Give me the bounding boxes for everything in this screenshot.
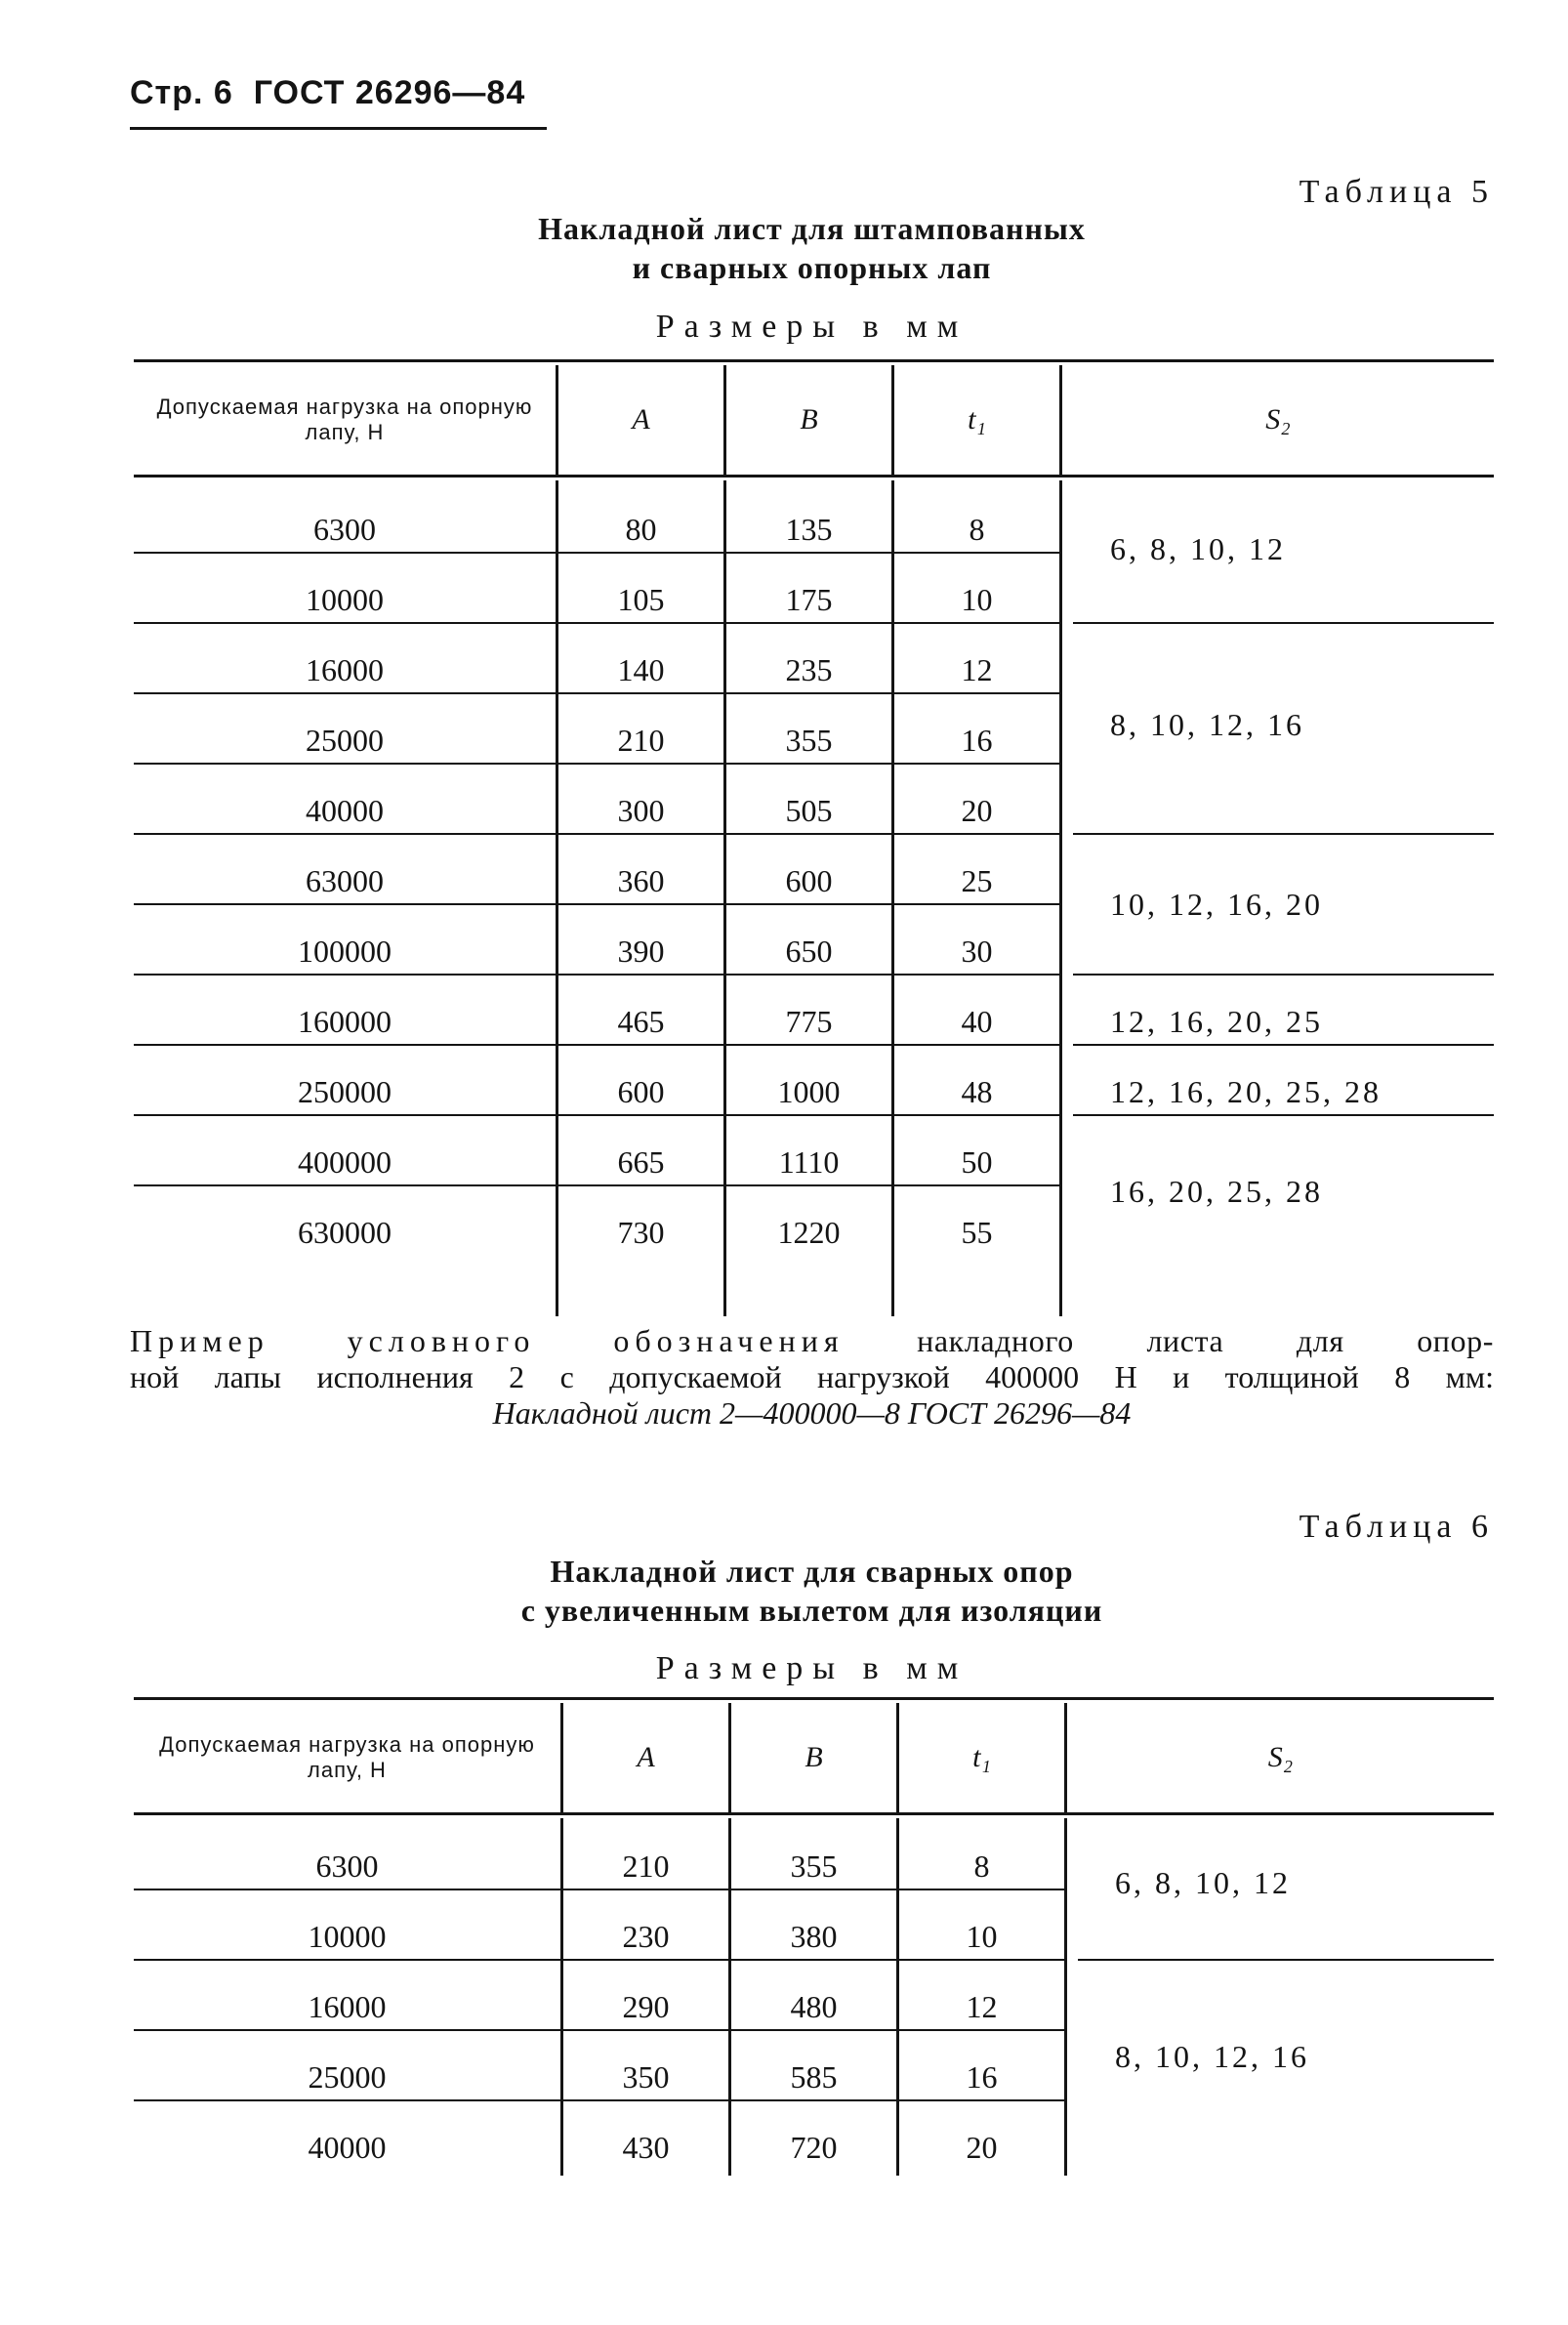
s-group-rule [1073,974,1494,976]
table6-title-line1: Накладной лист для сварных опор [550,1554,1074,1589]
table5-label: Таблица 5 [1299,174,1494,210]
example-line1-rest: накладного листа для опор- [917,1323,1494,1358]
table5-cell-b: 775 [785,1004,833,1039]
s-group-rule [1078,1959,1494,1961]
table5 [134,359,1494,1316]
table5-cell-t1: 10 [961,582,993,617]
table5-cell-t1: 16 [961,723,993,758]
table5-cell-a: 140 [617,652,665,687]
table5-s2-group: 16, 20, 25, 28 [1110,1174,1323,1209]
table5-s2-group: 10, 12, 16, 20 [1110,887,1323,922]
table5-s2-group: 12, 16, 20, 25, 28 [1110,1074,1382,1109]
table5-cell-a: 80 [625,512,657,547]
table5-title-line1: Накладной лист для штампованных [538,211,1086,246]
table6-cell-b: 585 [790,2059,838,2095]
example-designation-text: Накладной лист 2—400000—8 ГОСТ 26296—84 [492,1395,1132,1431]
table5-cell-a: 210 [617,723,665,758]
table5-cell-a: 465 [617,1004,665,1039]
table5-cell-load: 100000 [298,934,392,969]
table5-title-line2: и сварных опорных лап [632,250,992,285]
table5-cell-t1: 25 [961,863,993,898]
table5-cell-b: 505 [785,793,833,828]
table6-cell-b: 480 [790,1989,838,2024]
table5-cell-load: 630000 [298,1215,392,1250]
table6-header-s2: S₂ [1267,1741,1294,1773]
table5-cell-t1: 12 [961,652,993,687]
table6-top-rule [134,1697,1494,1700]
table5-cell-load: 25000 [306,723,384,758]
table5-top-rule [134,359,1494,362]
table5-s2-group: 12, 16, 20, 25 [1110,1004,1323,1039]
table6-cell-t1: 12 [966,1989,998,2024]
table5-cell-b: 600 [785,863,833,898]
table5-cell-b: 135 [785,512,833,547]
standard-number: ГОСТ 26296—84 [253,74,526,111]
table5-cell-load: 250000 [298,1074,392,1109]
table5-s2-group: 6, 8, 10, 12 [1110,531,1286,566]
table6-cell-load: 25000 [308,2059,387,2095]
table5-cell-load: 63000 [306,863,384,898]
table6-header-load: Допускаемая нагрузка на опорную лапу, Н [159,1732,535,1782]
table5-s2-group: 8, 10, 12, 16 [1110,707,1304,742]
table6-cell-b: 720 [790,2130,838,2165]
table5-cell-load: 160000 [298,1004,392,1039]
table6-cell-load: 10000 [308,1919,387,1954]
table5-cell-t1: 48 [961,1074,993,1109]
table6-cell-load: 16000 [308,1989,387,2024]
example-line2: ной лапы исполнения 2 с допускаемой нагрузкой 400000 Н и толщиной 8 мм: [130,1359,1494,1394]
table6-cell-a: 230 [622,1919,670,1954]
example-lead: Пример условного обозначения [130,1323,845,1358]
table5-units: Размеры в мм [655,309,969,345]
table6-cell-load: 40000 [308,2130,387,2165]
table6-cell-t1: 10 [966,1919,998,1954]
table6-cell-b: 355 [790,1848,838,1884]
table5-cell-t1: 50 [961,1144,993,1180]
s-group-rule [1073,833,1494,835]
table6 [134,1697,1494,2176]
table5-cell-a: 600 [617,1074,665,1109]
table6-title-line2: с увеличенным вылетом для изоляции [520,1593,1103,1628]
table5-cell-b: 355 [785,723,833,758]
table6-cell-load: 6300 [315,1848,379,1884]
table6-header-rule [134,1812,1494,1815]
table5-cell-b: 1000 [777,1074,841,1109]
page-header [130,74,525,112]
table5-cell-b: 175 [785,582,833,617]
table6-header-a: A [637,1741,655,1773]
table5-cell-t1: 55 [961,1215,993,1250]
table6-s2-group: 6, 8, 10, 12 [1115,1865,1291,1900]
table6-label: Таблица 6 [1299,1509,1494,1545]
table5-cell-b: 650 [785,934,833,969]
table5-header-a: A [632,403,650,436]
table6-cell-a: 290 [622,1989,670,2024]
table5-cell-load: 10000 [306,582,384,617]
example-line1 [130,1323,1494,1359]
table5-cell-load: 16000 [306,652,384,687]
table5-cell-load: 6300 [313,512,376,547]
table5-cell-t1: 40 [961,1004,993,1039]
table6-cell-a: 430 [622,2130,670,2165]
table6-cell-b: 380 [790,1919,838,1954]
table5-cell-t1: 30 [961,934,993,969]
table6-units: Размеры в мм [655,1650,969,1686]
table5-cell-a: 360 [617,863,665,898]
page-number: Стр. 6 [130,74,233,111]
table6-header-b: B [805,1741,823,1773]
table5-cell-b: 1110 [778,1144,840,1180]
table6-cell-a: 350 [622,2059,670,2095]
table6-cell-t1: 8 [973,1848,990,1884]
table6-header-t1: t₁ [972,1741,991,1773]
table6-s2-group: 8, 10, 12, 16 [1115,2039,1309,2074]
header-rule [130,127,547,130]
table6-cell-t1: 16 [966,2059,998,2095]
table5-header-s2: S₂ [1265,403,1291,436]
table5-header-rule [134,475,1494,477]
table5-cell-load: 400000 [298,1144,392,1180]
table5-cell-load: 40000 [306,793,384,828]
table5-cell-a: 105 [617,582,665,617]
table5-cell-a: 390 [617,934,665,969]
table5-cell-t1: 8 [969,512,985,547]
table5-header-t1: t₁ [968,403,986,436]
table5-cell-a: 730 [617,1215,665,1250]
table5-cell-t1: 20 [961,793,993,828]
table5-cell-b: 1220 [777,1215,841,1250]
s-group-rule [1073,622,1494,624]
table6-col-divider [1064,1818,1067,2176]
table6-cell-a: 210 [622,1848,670,1884]
table5-cell-b: 235 [785,652,833,687]
table5-header-b: B [800,403,818,436]
table5-col-divider [1059,480,1062,1316]
table5-cell-a: 300 [617,793,665,828]
table5-cell-a: 665 [617,1144,665,1180]
table5-header-load: Допускаемая нагрузка на опорную лапу, Н [156,394,533,444]
example-designation [130,1323,1494,1432]
table6-cell-t1: 20 [966,2130,998,2165]
